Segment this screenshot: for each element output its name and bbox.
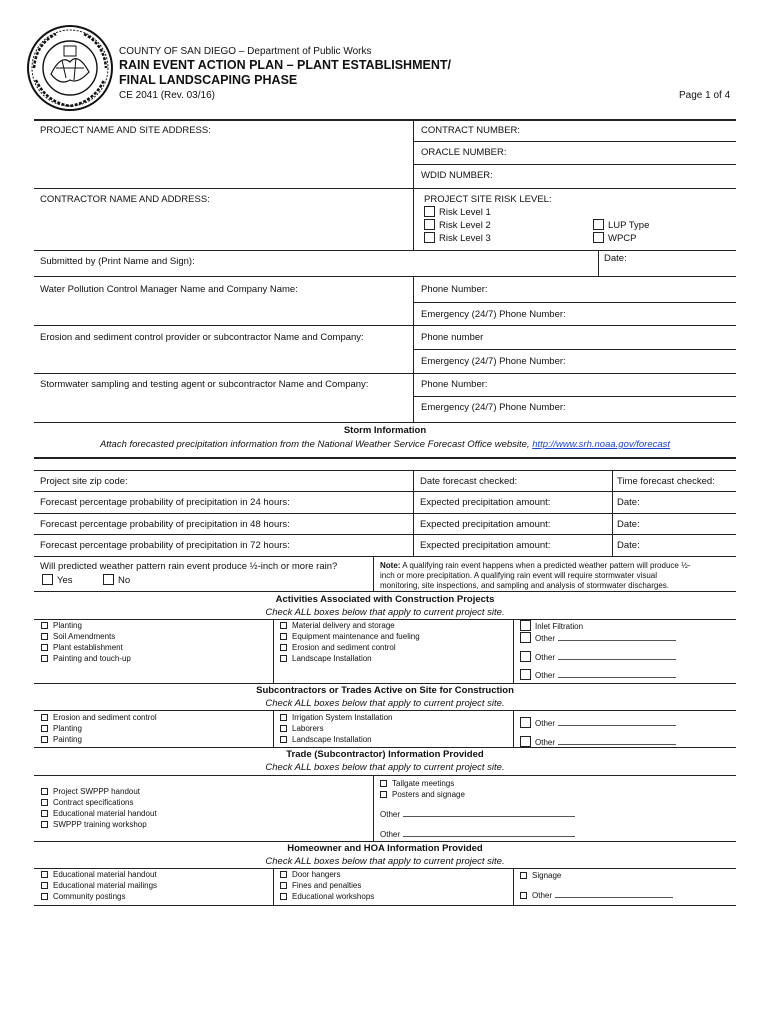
checkbox[interactable] (42, 574, 53, 585)
divider (34, 188, 736, 189)
sub-planting[interactable] (41, 723, 157, 734)
hoa-col1 (41, 869, 157, 902)
submitted-date-label: Date: (604, 253, 627, 264)
checkbox[interactable] (280, 725, 287, 732)
hoa-educational-mailings[interactable] (41, 880, 157, 891)
activity-inlet-filtration[interactable] (520, 620, 583, 631)
qualifying-note (380, 561, 690, 591)
zip-code-label: Project site zip code: (40, 476, 128, 487)
divider (34, 422, 736, 423)
checkbox[interactable] (424, 206, 435, 217)
activity-other-1[interactable] (520, 632, 676, 643)
hoa-label: Fines and penalties (292, 881, 362, 890)
divider (273, 619, 274, 683)
risk-level-1[interactable] (424, 206, 491, 217)
divider (34, 747, 736, 748)
expected-24-label: Expected precipitation amount: (420, 497, 551, 508)
activities-col2 (280, 620, 420, 664)
date-72-label: Date: (617, 540, 640, 551)
checkbox[interactable] (41, 799, 48, 806)
divider (598, 250, 599, 276)
note-line-1: A qualifying rain event happens when a predicted weather pattern will produce ½- (402, 561, 691, 570)
divider (373, 556, 374, 591)
other-input-line[interactable] (558, 736, 676, 745)
checkbox[interactable] (280, 871, 287, 878)
divider (373, 775, 374, 841)
storm-instruction (0, 439, 770, 450)
hoa-label: Signage (532, 871, 562, 880)
activities-col1 (41, 620, 131, 664)
sub-label: Erosion and sediment control (53, 713, 157, 722)
no-label: No (118, 575, 131, 586)
divider (34, 591, 736, 592)
other-input-line[interactable] (558, 632, 676, 641)
hoa-col2 (280, 869, 374, 902)
sub-label: Landscape Installation (292, 735, 372, 744)
grid-divider-1 (413, 120, 414, 250)
activity-material-delivery[interactable] (280, 620, 420, 631)
risk-level-3[interactable] (424, 232, 491, 243)
activity-label: Erosion and sediment control (292, 643, 396, 652)
activities-heading: Activities Associated with Construction Projects (275, 594, 495, 605)
sub-erosion-control[interactable] (41, 712, 157, 723)
hoa-educational-workshops[interactable] (280, 891, 374, 902)
activity-landscape-installation[interactable] (280, 653, 420, 664)
checkbox[interactable] (280, 633, 287, 640)
date-24-label: Date: (617, 497, 640, 508)
checkbox[interactable] (520, 620, 531, 631)
lup-type-option[interactable] (593, 219, 649, 230)
other-label: Other (535, 719, 556, 728)
risk-level-label: PROJECT SITE RISK LEVEL: (424, 194, 552, 205)
trade-col1 (41, 786, 157, 830)
checkbox[interactable] (103, 574, 114, 585)
divider (273, 710, 274, 747)
checkbox[interactable] (280, 736, 287, 743)
divider (34, 250, 736, 251)
activity-label: Equipment maintenance and fueling (292, 632, 420, 641)
checkbox[interactable] (593, 232, 604, 243)
checkbox[interactable] (520, 717, 531, 728)
other-label: Other (535, 634, 556, 643)
wpcm-emergency-label: Emergency (24/7) Phone Number: (421, 309, 566, 320)
trade-label: Educational material handout (53, 809, 157, 818)
activity-painting[interactable] (41, 653, 131, 664)
checkbox[interactable] (424, 219, 435, 230)
divider (414, 141, 736, 142)
divider (414, 396, 736, 397)
checkbox[interactable] (41, 622, 48, 629)
noaa-forecast-link[interactable]: http://www.srh.noaa.gov/forecast (532, 439, 671, 450)
trade-other-1[interactable] (380, 808, 575, 819)
checkbox[interactable] (520, 651, 531, 662)
checkbox[interactable] (41, 725, 48, 732)
trade-heading: Trade (Subcontractor) Information Provided (286, 749, 484, 760)
divider (513, 868, 514, 905)
trade-contract-specs[interactable] (41, 797, 157, 808)
trade-swppp-handout[interactable] (41, 786, 157, 797)
other-input-line[interactable] (403, 808, 575, 817)
checkbox[interactable] (41, 882, 48, 889)
hoa-signage[interactable] (520, 870, 561, 881)
activities-instruction: Check ALL boxes below that apply to current project site. (265, 607, 505, 618)
divider (34, 905, 736, 906)
precip-72-label: Forecast percentage probability of precipitation in 72 hours: (40, 540, 290, 551)
risk-level-2-label: Risk Level 2 (439, 220, 491, 231)
checkbox[interactable] (41, 893, 48, 900)
other-label: Other (380, 810, 401, 819)
divider (34, 457, 736, 459)
activity-label: Soil Amendments (53, 632, 116, 641)
checkbox[interactable] (380, 791, 387, 798)
other-input-line[interactable] (558, 717, 676, 726)
checkbox[interactable] (41, 736, 48, 743)
project-name-label: PROJECT NAME AND SITE ADDRESS: (40, 125, 211, 136)
other-input-line[interactable] (558, 651, 676, 660)
checkbox[interactable] (280, 655, 287, 662)
divider (34, 373, 736, 374)
erosion-emergency-label: Emergency (24/7) Phone Number: (421, 356, 566, 367)
sampling-phone-label: Phone Number: (421, 379, 488, 390)
subcontractors-col2 (280, 712, 393, 745)
divider (273, 868, 274, 905)
checkbox[interactable] (520, 669, 531, 680)
hoa-heading: Homeowner and HOA Information Provided (287, 843, 483, 854)
activity-label: Inlet Filtration (535, 622, 584, 631)
note-line-3: monitoring, site inspections, and sampling and analysis of stormwater discharges. (380, 581, 670, 590)
trade-col2 (380, 778, 465, 800)
divider (34, 534, 736, 535)
hoa-fines-penalties[interactable] (280, 880, 374, 891)
activity-label: Material delivery and storage (292, 621, 395, 630)
county-seal-icon (26, 24, 114, 112)
divider (414, 302, 736, 303)
divider (513, 619, 514, 683)
page-number: Page 1 of 4 (679, 90, 731, 101)
checkbox[interactable] (41, 644, 48, 651)
activity-soil-amendments[interactable] (41, 631, 131, 642)
divider (34, 556, 736, 557)
sampling-emergency-label: Emergency (24/7) Phone Number: (421, 402, 566, 413)
checkbox[interactable] (593, 219, 604, 230)
sub-label: Laborers (292, 724, 324, 733)
activity-planting[interactable] (41, 620, 131, 631)
date-checked-label: Date forecast checked: (420, 476, 518, 487)
trade-instruction: Check ALL boxes below that apply to current project site. (265, 762, 505, 773)
divider (34, 491, 736, 492)
checkbox[interactable] (280, 893, 287, 900)
activity-plant-establishment[interactable] (41, 642, 131, 653)
divider (414, 349, 736, 350)
other-label: Other (535, 671, 556, 680)
expected-72-label: Expected precipitation amount: (420, 540, 551, 551)
checkbox[interactable] (41, 788, 48, 795)
subcontractors-col1 (41, 712, 157, 745)
checkbox[interactable] (424, 232, 435, 243)
checkbox[interactable] (41, 714, 48, 721)
trade-label: Tailgate meetings (392, 779, 455, 788)
checkbox[interactable] (280, 644, 287, 651)
qualifying-question: Will predicted weather pattern rain event produce ½-inch or more rain? (40, 561, 338, 572)
erosion-provider-label: Erosion and sediment control provider or subcontractor Name and Company: (40, 332, 364, 343)
divider (34, 775, 736, 776)
note-label: Note: (380, 561, 401, 570)
sub-laborers[interactable] (280, 723, 393, 734)
hoa-label: Educational material handout (53, 870, 157, 879)
storm-heading: Storm Information (343, 425, 427, 436)
other-input-line[interactable] (558, 669, 676, 678)
divider (34, 276, 736, 277)
trade-educational-handout[interactable] (41, 808, 157, 819)
activity-label: Planting (53, 621, 82, 630)
precip-48-label: Forecast percentage probability of precipitation in 48 hours: (40, 519, 290, 530)
risk-level-1-label: Risk Level 1 (439, 207, 491, 218)
activity-label: Painting and touch-up (53, 654, 131, 663)
checkbox[interactable] (280, 882, 287, 889)
hoa-label: Door hangers (292, 870, 341, 879)
county-seal (26, 24, 114, 112)
trade-swppp-workshop[interactable] (41, 819, 157, 830)
risk-level-2[interactable] (424, 219, 491, 230)
sub-other-2[interactable] (520, 736, 676, 747)
checkbox[interactable] (520, 872, 527, 879)
contractor-label: CONTRACTOR NAME AND ADDRESS: (40, 194, 210, 205)
lup-type-label: LUP Type (608, 220, 650, 231)
erosion-phone-label: Phone number (421, 332, 484, 343)
form-title-line1: RAIN EVENT ACTION PLAN – PLANT ESTABLISHMENT/ (119, 58, 451, 72)
oracle-number-label: ORACLE NUMBER: (421, 147, 507, 158)
trade-label: Posters and signage (392, 790, 465, 799)
divider (34, 513, 736, 514)
risk-level-3-label: Risk Level 3 (439, 233, 491, 244)
hoa-label: Educational material mailings (53, 881, 158, 890)
precip-24-label: Forecast percentage probability of precipitation in 24 hours: (40, 497, 290, 508)
activity-label: Plant establishment (53, 643, 123, 652)
checkbox[interactable] (41, 871, 48, 878)
wpcp-option[interactable] (593, 232, 637, 243)
checkbox[interactable] (41, 633, 48, 640)
checkbox[interactable] (280, 714, 287, 721)
other-label: Other (532, 891, 553, 900)
hoa-other[interactable] (520, 889, 673, 900)
wpcp-label: WPCP (608, 233, 637, 244)
checkbox[interactable] (41, 821, 48, 828)
sub-irrigation[interactable] (280, 712, 393, 723)
subcontractors-instruction: Check ALL boxes below that apply to current project site. (265, 698, 505, 709)
wpcm-label: Water Pollution Control Manager Name and Company Name: (40, 284, 298, 295)
submitted-by-label: Submitted by (Print Name and Sign): (40, 256, 195, 267)
checkbox[interactable] (520, 632, 531, 643)
trade-other-2[interactable] (380, 828, 575, 839)
divider (34, 470, 736, 471)
form-number: CE 2041 (Rev. 03/16) (119, 90, 215, 101)
other-label: Other (380, 830, 401, 839)
checkbox[interactable] (41, 810, 48, 817)
hoa-door-hangers[interactable] (280, 869, 374, 880)
checkbox[interactable] (520, 892, 527, 899)
sub-painting[interactable] (41, 734, 157, 745)
checkbox[interactable] (41, 655, 48, 662)
other-input-line[interactable] (403, 828, 575, 837)
activity-equipment-maintenance[interactable] (280, 631, 420, 642)
activity-other-3[interactable] (520, 669, 676, 680)
divider (34, 710, 736, 711)
divider (414, 164, 736, 165)
wdid-number-label: WDID NUMBER: (421, 170, 493, 181)
hoa-educational-handout[interactable] (41, 869, 157, 880)
trade-tailgate-meetings[interactable] (380, 778, 465, 789)
yes-option[interactable] (42, 574, 73, 585)
time-checked-label: Time forecast checked: (617, 476, 715, 487)
sub-label: Planting (53, 724, 82, 733)
hoa-instruction: Check ALL boxes below that apply to current project site. (265, 856, 505, 867)
yes-label: Yes (57, 575, 73, 586)
sub-other-1[interactable] (520, 717, 676, 728)
trade-posters-signage[interactable] (380, 789, 465, 800)
date-48-label: Date: (617, 519, 640, 530)
trade-label: SWPPP training workshop (53, 820, 147, 829)
department-line: COUNTY OF SAN DIEGO – Department of Public Works (119, 46, 372, 57)
divider (513, 710, 514, 747)
sub-label: Irrigation System Installation (292, 713, 393, 722)
activity-erosion-control[interactable] (280, 642, 420, 653)
trade-label: Contract specifications (53, 798, 134, 807)
checkbox[interactable] (380, 780, 387, 787)
other-label: Other (535, 653, 556, 662)
contract-number-label: CONTRACT NUMBER: (421, 125, 521, 136)
sub-landscape-installation[interactable] (280, 734, 393, 745)
note-line-2: inch or more precipitation. A qualifying rain event will require stormwater visual (380, 571, 658, 580)
hoa-label: Community postings (53, 892, 126, 901)
expected-48-label: Expected precipitation amount: (420, 519, 551, 530)
wpcm-phone-label: Phone Number: (421, 284, 488, 295)
other-label: Other (535, 738, 556, 747)
divider (34, 325, 736, 326)
storm-instruction-text: Attach forecasted precipitation information from the National Weather Service Forecast Office website, (99, 439, 533, 450)
subcontractors-heading: Subcontractors or Trades Active on Site for Construction (256, 685, 514, 696)
divider (34, 683, 736, 684)
form-title-line2: FINAL LANDSCAPING PHASE (119, 73, 298, 87)
sub-label: Painting (53, 735, 82, 744)
no-option[interactable] (103, 574, 130, 585)
hoa-label: Educational workshops (292, 892, 375, 901)
top-rule (34, 119, 736, 121)
divider (34, 841, 736, 842)
trade-label: Project SWPPP handout (53, 787, 141, 796)
other-input-line[interactable] (555, 889, 673, 898)
sampling-agent-label: Stormwater sampling and testing agent or subcontractor Name and Company: (40, 379, 369, 390)
hoa-community-postings[interactable] (41, 891, 157, 902)
activity-other-2[interactable] (520, 651, 676, 662)
checkbox[interactable] (520, 736, 531, 747)
activity-label: Landscape Installation (292, 654, 372, 663)
checkbox[interactable] (280, 622, 287, 629)
